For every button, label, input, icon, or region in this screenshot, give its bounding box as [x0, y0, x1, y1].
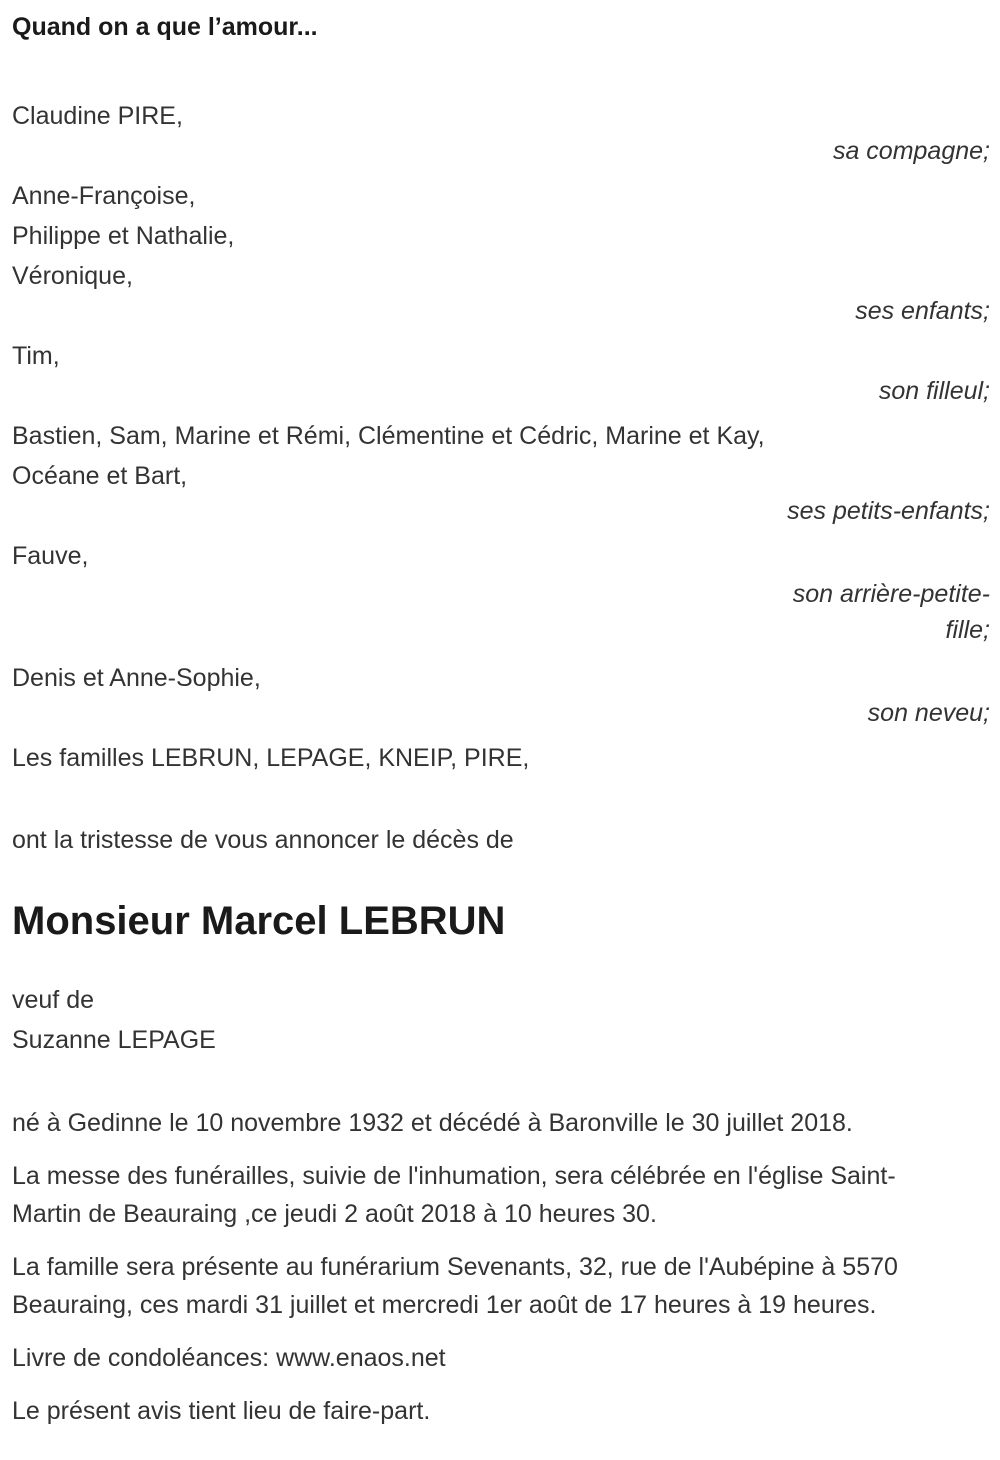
widower-of-label: veuf de [12, 986, 95, 1014]
funeral-home-line: La famille sera présente au funérarium Sevenants, 32, rue de l'Aubépine à 5570 Beauraing, ces mardi 31 juillet et mercredi 1er août de 17 heures à 19 heures. [12, 1253, 898, 1319]
mourner-name: Bastien, Sam, Marine et Rémi, Clémentine et Cédric, Marine et Kay, [12, 422, 765, 450]
mourner-name: Anne-Françoise, [12, 182, 196, 210]
family-group-grandchildren [12, 416, 990, 526]
relation-label: son neveu; [867, 699, 990, 727]
condolence-book-url: www.enaos.net [276, 1344, 446, 1372]
relation-label: ses petits-enfants; [787, 497, 990, 525]
relation-label: son arrière-petite-fille; [792, 580, 990, 644]
family-group-companion [12, 96, 990, 166]
birth-death-line: né à Gedinne le 10 novembre 1932 et décédé à Baronville le 30 juillet 2018. [12, 1109, 853, 1137]
relation-label: ses enfants; [855, 297, 990, 325]
mourner-name: Océane et Bart, [12, 462, 188, 490]
mourner-name: Philippe et Nathalie, [12, 222, 235, 250]
relation-label: sa compagne; [832, 137, 990, 165]
funeral-mass-line: La messe des funérailles, suivie de l'inhumation, sera célébrée en l'église Saint-Martin de Beauraing ,ce jeudi 2 août 2018 à 10 heures 30. [12, 1162, 896, 1228]
mourner-name: Claudine PIRE, [12, 102, 183, 130]
family-group-nephew [12, 658, 990, 728]
mourner-name: Fauve, [12, 542, 89, 570]
widower-block [12, 980, 990, 1060]
relation-label: son filleul; [878, 377, 990, 405]
mourner-name: Les familles LEBRUN, LEPAGE, KNEIP, PIRE, [12, 744, 530, 772]
deceased-name: Monsieur Marcel LEBRUN [12, 899, 506, 943]
announcement-line: ont la tristesse de vous annoncer le décès de [12, 826, 514, 854]
mourner-name: Véronique, [12, 262, 133, 290]
notice-line: Le présent avis tient lieu de faire-part. [12, 1397, 431, 1425]
opening-quote: Quand on a que l’amour... [12, 13, 318, 41]
spouse-name: Suzanne LEPAGE [12, 1026, 216, 1054]
family-list [12, 96, 990, 778]
condolence-book-line [12, 1339, 912, 1377]
condolence-book-label: Livre de condoléances: [12, 1344, 277, 1372]
funeral-details [12, 1104, 912, 1430]
family-group-families [12, 738, 990, 778]
family-group-great-granddaughter [12, 536, 990, 648]
mourner-name: Tim, [12, 342, 60, 370]
mourner-name: Denis et Anne-Sophie, [12, 664, 261, 692]
family-group-godson [12, 336, 990, 406]
family-group-children [12, 176, 990, 326]
